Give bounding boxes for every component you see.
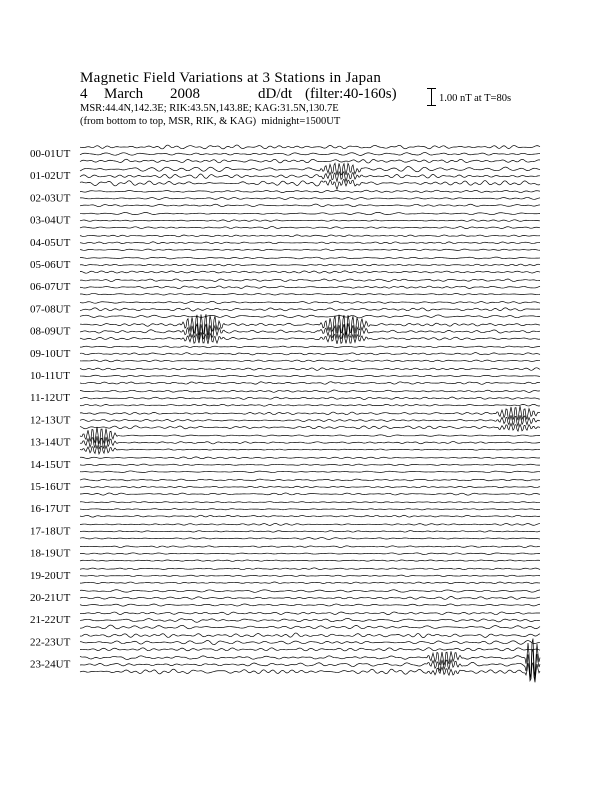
trace-15-16UT-KAG [80, 479, 540, 481]
trace-04-05UT-RIK [80, 242, 540, 244]
trace-12-13UT-RIK [80, 415, 540, 426]
row-label-21-22UT: 21-22UT [30, 614, 71, 627]
trace-21-22UT-KAG [80, 612, 540, 615]
order-note: (from bottom to top, MSR, RIK, & KAG) [80, 116, 257, 127]
trace-05-06UT-MSR [80, 271, 540, 273]
date-day: 4 [80, 86, 88, 102]
trace-23-24UT-KAG [80, 639, 540, 679]
row-label-22-23UT: 22-23UT [30, 636, 71, 649]
row-label-group [30, 148, 71, 671]
trace-18-19UT-KAG [80, 546, 540, 548]
trace-22-23UT-KAG [80, 633, 540, 638]
trace-11-12UT-KAG [80, 390, 540, 392]
row-label-09-10UT: 09-10UT [30, 347, 71, 360]
trace-14-15UT-KAG [80, 457, 540, 459]
trace-19-20UT-RIK [80, 575, 540, 576]
row-label-04-05UT: 04-05UT [30, 236, 71, 249]
trace-10-11UT-KAG [80, 368, 540, 371]
chart-title: Magnetic Field Variations at 3 Stations in Japan [80, 70, 382, 86]
trace-13-14UT-RIK [80, 436, 540, 449]
trace-17-18UT-MSR [80, 538, 540, 540]
trace-15-16UT-MSR [80, 493, 540, 495]
trace-07-08UT-KAG [80, 301, 540, 303]
row-label-20-21UT: 20-21UT [30, 592, 71, 604]
trace-04-05UT-KAG [80, 235, 540, 237]
trace-17-18UT-RIK [80, 531, 540, 532]
trace-13-14UT-MSR [80, 445, 540, 454]
station-coordinates: MSR:44.4N,142.3E; RIK:43.5N,143.8E; KAG:31.5N,130.7E [80, 103, 339, 114]
midnight-note: midnight=1500UT [261, 116, 341, 127]
row-label-13-14UT: 13-14UT [30, 436, 71, 449]
trace-15-16UT-RIK [80, 486, 540, 488]
row-label-02-03UT: 02-03UT [30, 192, 71, 205]
scale-label: 1.00 nT at T=80s [439, 93, 512, 104]
filter-label: (filter:40-160s) [305, 86, 397, 102]
trace-09-10UT-KAG [80, 346, 540, 348]
trace-07-08UT-MSR [80, 315, 540, 318]
row-label-00-01UT: 00-01UT [30, 148, 71, 160]
trace-12-13UT-MSR [80, 423, 540, 431]
trace-13-14UT-KAG [80, 427, 540, 444]
trace-10-11UT-RIK [80, 375, 540, 377]
row-label-05-06UT: 05-06UT [30, 259, 71, 271]
trace-20-21UT-RIK [80, 597, 540, 600]
row-label-17-18UT: 17-18UT [30, 525, 71, 538]
row-label-18-19UT: 18-19UT [30, 547, 71, 560]
row-label-08-09UT: 08-09UT [30, 325, 71, 338]
trace-21-22UT-MSR [80, 625, 540, 629]
trace-19-20UT-MSR [80, 582, 540, 584]
trace-03-04UT-KAG [80, 212, 540, 214]
date-year: 2008 [170, 86, 200, 102]
trace-21-22UT-RIK [80, 618, 540, 622]
quantity-label: dD/dt [258, 86, 293, 102]
trace-06-07UT-RIK [80, 286, 540, 289]
trace-00-01UT-KAG [80, 145, 540, 149]
trace-09-10UT-MSR [80, 360, 540, 362]
row-label-11-12UT: 11-12UT [30, 392, 70, 405]
trace-11-12UT-RIK [80, 397, 540, 399]
trace-02-03UT-KAG [80, 190, 540, 192]
row-label-10-11UT: 10-11UT [30, 370, 70, 382]
trace-05-06UT-RIK [80, 264, 540, 266]
trace-06-07UT-MSR [80, 293, 540, 295]
trace-18-19UT-RIK [80, 553, 540, 555]
row-label-01-02UT: 01-02UT [30, 170, 71, 183]
row-label-16-17UT: 16-17UT [30, 503, 71, 516]
trace-03-04UT-MSR [80, 226, 540, 228]
row-label-15-16UT: 15-16UT [30, 481, 71, 493]
trace-22-23UT-MSR [80, 648, 540, 651]
trace-04-05UT-MSR [80, 249, 540, 250]
row-label-07-08UT: 07-08UT [30, 303, 71, 316]
row-label-14-15UT: 14-15UT [30, 458, 71, 471]
trace-08-09UT-MSR [80, 332, 540, 344]
trace-10-11UT-MSR [80, 382, 540, 385]
row-label-03-04UT: 03-04UT [30, 214, 71, 227]
trace-01-02UT-RIK [80, 172, 540, 182]
trace-16-17UT-RIK [80, 509, 540, 510]
trace-20-21UT-MSR [80, 604, 540, 606]
date-month: March [104, 86, 144, 102]
trace-23-24UT-RIK [80, 649, 540, 679]
trace-14-15UT-RIK [80, 464, 540, 465]
trace-09-10UT-RIK [80, 353, 540, 355]
trace-16-17UT-MSR [80, 515, 540, 517]
trace-05-06UT-KAG [80, 257, 540, 259]
row-label-12-13UT: 12-13UT [30, 414, 71, 427]
row-label-19-20UT: 19-20UT [30, 569, 71, 582]
trace-18-19UT-MSR [80, 560, 540, 561]
trace-group [80, 145, 540, 682]
trace-14-15UT-MSR [80, 471, 540, 473]
trace-16-17UT-KAG [80, 502, 540, 503]
trace-07-08UT-RIK [80, 308, 540, 311]
trace-12-13UT-KAG [80, 406, 540, 420]
row-label-06-07UT: 06-07UT [30, 281, 71, 294]
trace-01-02UT-MSR [80, 179, 540, 189]
trace-11-12UT-MSR [80, 404, 540, 406]
row-label-23-24UT: 23-24UT [30, 658, 71, 671]
trace-22-23UT-RIK [80, 640, 540, 644]
trace-00-01UT-RIK [80, 152, 540, 155]
trace-03-04UT-RIK [80, 220, 540, 222]
trace-00-01UT-MSR [80, 159, 540, 163]
trace-02-03UT-RIK [80, 197, 540, 199]
trace-01-02UT-KAG [80, 163, 540, 175]
trace-02-03UT-MSR [80, 204, 540, 207]
trace-19-20UT-KAG [80, 568, 540, 570]
trace-20-21UT-KAG [80, 590, 540, 593]
trace-06-07UT-KAG [80, 279, 540, 282]
trace-17-18UT-KAG [80, 523, 540, 525]
